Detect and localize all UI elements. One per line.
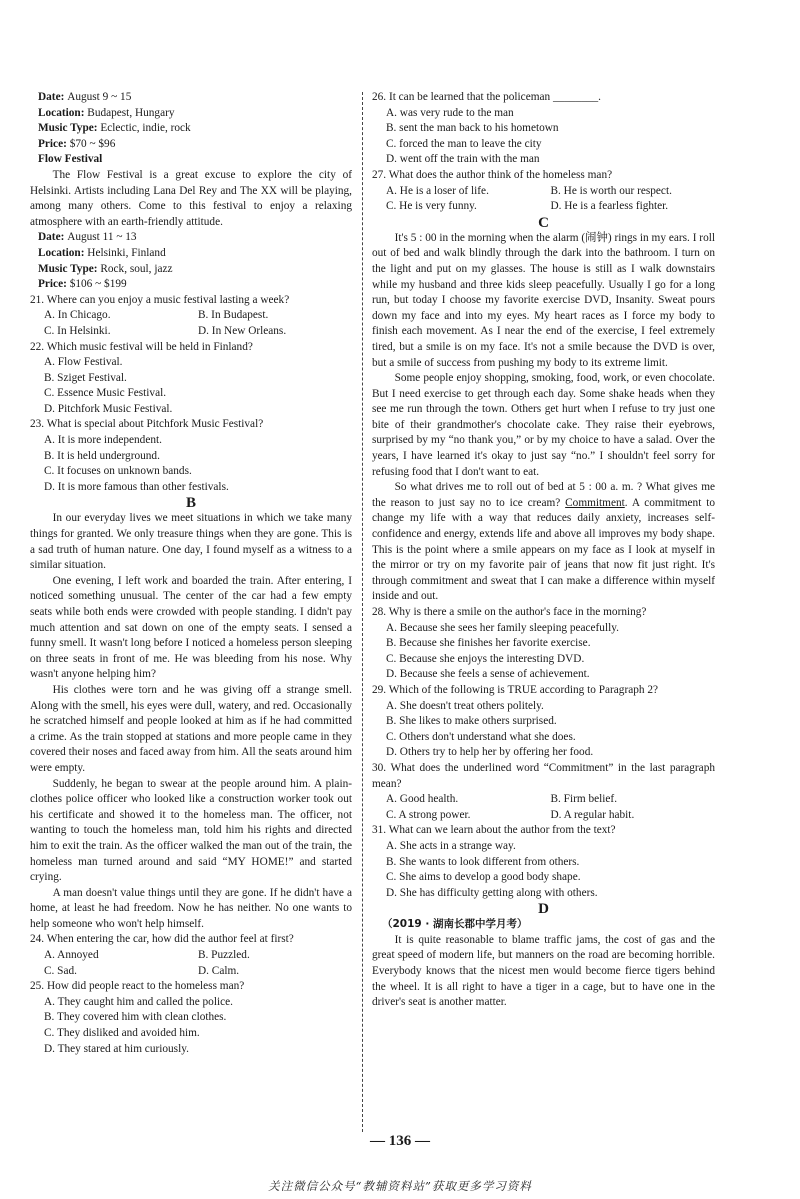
option-d: D. Pitchfork Music Festival. <box>44 402 173 415</box>
price-label: Price <box>38 278 64 291</box>
passage-d-source: （2019 · 湖南长郡中学月考） <box>382 918 528 931</box>
option-b: B. Firm belief. <box>550 793 618 806</box>
passage-b-paragraph-3: His clothes were torn and he was giving off a strange smell. Along with the smell, his eyes were dull, watery, and red. Occasionally he scratched himself and people looked at him as if he had committed a crime. As the train stopped at stations and more people came in they covered their noses and faced away from him. All the seats around him were empty. <box>30 683 352 774</box>
option-d: D. She has difficulty getting along with others. <box>386 886 598 899</box>
date-value: August 11 ~ 13 <box>67 231 137 244</box>
passage-c-paragraph-1: It's 5 : 00 in the morning when the alarm (闹钟) rings in my ears. I roll out of bed and walk blindly through the dark into the bathroom. I turn on the light and put on my glasses. The house is still as I walk downstairs while my husband and three kids sleep peacefully. Usually I go for a long run, but today I choose my favorite exercise DVD, Insanity. Sweat pours down my face and into my eyes. My heart races as I force my body to finish each movement. As I near the end of the exercise, I feel extremely tired, but a smile is on my face. It's not a smile because the DVD is over, but a smile of success from pushing my body to its extreme limit. <box>372 231 715 369</box>
flow-info: Date: August 11 ~ 13 Location: Helsinki, Finland Music Type: Rock, soul, jazz Price: $106 ~ $199 <box>38 231 173 291</box>
location-label: Location <box>38 106 81 119</box>
option-a: A. Annoyed <box>44 949 99 962</box>
price-value: $70 ~ $96 <box>69 137 116 150</box>
option-d: D. Others try to help her by offering her food. <box>386 746 594 759</box>
left-column <box>30 90 352 1057</box>
flow-festival-description: The Flow Festival is a great excuse to explore the city of Helsinki. Artists including Lana Del Rey and The XX will be playing, among many others. Come to this festival to enjoy a relaxing atmosphere with an earth-friendly attitude. <box>30 168 352 228</box>
option-a: A. It is more independent. <box>44 434 162 447</box>
question-stem: 23. What is special about Pitchfork Music Festival? <box>30 418 264 431</box>
option-b: B. sent the man back to his hometown <box>386 122 559 135</box>
option-c: C. He is very funny. <box>386 200 477 213</box>
date-label: Date <box>38 91 61 103</box>
option-b: B. In Budapest. <box>198 309 269 322</box>
question-26 <box>372 90 715 168</box>
date-value: August 9 ~ 15 <box>67 91 132 103</box>
option-a: A. Because she sees her family sleeping peacefully. <box>386 621 619 634</box>
option-d: D. went off the train with the man <box>386 153 540 166</box>
question-stem: 22. Which music festival will be held in Finland? <box>30 340 253 353</box>
question-22 <box>30 340 352 418</box>
option-a: A. Good health. <box>386 793 459 806</box>
question-stem: 31. What can we learn about the author from the text? <box>372 824 616 837</box>
option-b: B. She likes to make others surprised. <box>386 715 557 728</box>
option-b: B. Puzzled. <box>198 949 250 962</box>
question-28 <box>372 605 715 683</box>
option-d: D. Calm. <box>198 964 240 977</box>
passage-c-paragraph-2: Some people enjoy shopping, smoking, food, work, or even chocolate. But I need exercise to get through each day. Some shake heads when they see me run through the town. Others get hurt when I refuse to try just one bite of their grandmother's chocolate cake. They raise their eyebrows, surprised by my “no thank you,” or by my choice to have a salad. Over the years, I have learned it's okay to just say “no.” I shouldn't feel sorry for refusing food that I don't want to eat. <box>372 372 715 478</box>
option-b: B. He is worth our respect. <box>550 184 672 197</box>
passage-b-paragraph-2: One evening, I left work and boarded the train. After entering, I noticed something unusual. The center of the car had a few empty seats while both ends were crowded with people standing. I didn't pay much attention and sat down on one of the empty seats. I sensed a funny smell. It wasn't long before I noticed a homeless person sleeping on three seats in front of me. He was bleeding from his nose. Why wasn't anyone helping him? <box>30 574 352 681</box>
option-b: B. Sziget Festival. <box>44 371 127 384</box>
option-c: C. In Helsinki. <box>44 324 111 337</box>
location-value: Budapest, Hungary <box>87 106 175 119</box>
option-d: D. Because she feels a sense of achievement. <box>386 668 590 681</box>
option-d: D. They stared at him curiously. <box>44 1042 189 1055</box>
option-c: C. She aims to develop a good body shape. <box>386 871 581 884</box>
passage-b-paragraph-1: In our everyday lives we meet situations in which we take many things for granted. We only treasure things when they are gone. This is a sad truth of human nature. One day, I found myself as a witness to a similar situation. <box>30 512 352 572</box>
pitchfork-info: Date: August 9 ~ 15 Location: Budapest, Hungary Music Type: Eclectic, indie, rock Price: $70 ~ $96 <box>38 91 191 150</box>
footer-note: 关注微信公众号“教辅资料站”获取更多学习资料 <box>268 1179 532 1193</box>
flow-festival-title: Flow Festival <box>38 153 103 166</box>
passage-b-paragraph-4: Suddenly, he began to swear at the people around him. A plain-clothes police officer who looked like a construction worker took out his certificate and showed it to the homeless man. The officer, not wanting to touch the homeless man, told him his rights and directed him to exit the train. As the officer walked the man out of the train, the homeless man turned around and said “MY HOME!” and started crying. <box>30 777 352 884</box>
question-23 <box>30 417 352 495</box>
passage-b-paragraph-5: A man doesn't value things until they are gone. If he didn't have a home, at least he had freedom. Now he has neither. No one wants to help someone who won't help himself. <box>30 886 352 930</box>
option-c: C. It focuses on unknown bands. <box>44 465 192 478</box>
option-c: C. Others don't understand what she does. <box>386 730 576 743</box>
option-b: B. They covered him with clean clothes. <box>44 1011 227 1024</box>
option-c: C. Essence Music Festival. <box>44 387 167 400</box>
option-b: B. She wants to look different from others. <box>386 855 580 868</box>
option-a: A. He is a loser of life. <box>386 184 489 197</box>
option-a: A. In Chicago. <box>44 309 111 322</box>
question-stem: 24. When entering the car, how did the author feel at first? <box>30 933 294 946</box>
section-c-heading: C <box>538 214 549 231</box>
option-b: B. It is held underground. <box>44 449 160 462</box>
section-d-heading: D <box>538 901 549 918</box>
question-stem: 26. It can be learned that the policeman ________. <box>372 91 601 103</box>
question-stem: 21. Where can you enjoy a music festival lasting a week? <box>30 293 290 306</box>
music-type-value: Rock, soul, jazz <box>100 262 173 275</box>
option-a: A. She acts in a strange way. <box>386 839 516 852</box>
option-d: D. It is more famous than other festivals. <box>44 480 229 493</box>
question-30 <box>372 761 715 823</box>
option-a: A. She doesn't treat others politely. <box>386 699 544 712</box>
question-31 <box>372 823 715 901</box>
option-a: A. They caught him and called the police. <box>44 995 233 1008</box>
question-stem: 25. How did people react to the homeless man? <box>30 980 245 993</box>
column-divider <box>362 92 363 1132</box>
question-stem: 27. What does the author think of the homeless man? <box>372 168 613 181</box>
music-type-label: Music Type <box>38 122 94 135</box>
paragraph-text: So what drives me to roll out of bed at 5 : 00 a. m. ? What gives me the reason to just say no to ice cream? <box>372 481 715 509</box>
section-b-heading: B <box>185 495 196 512</box>
option-c: C. They disliked and avoided him. <box>44 1027 200 1040</box>
passage-c-paragraph-3 <box>372 480 715 605</box>
passage-d-paragraph-1: It is quite reasonable to blame traffic jams, the cost of gas and the great speed of modern life, but manners on the road are becoming horrible. Everybody knows that the nicest men would become fierce tigers behind the wheel. It is all right to have a tiger in a cage, but to have one in the driver's seat is another matter. <box>372 933 715 1009</box>
price-label: Price <box>38 137 64 150</box>
location-value: Helsinki, Finland <box>87 246 166 259</box>
question-24 <box>30 932 352 979</box>
option-d: D. In New Orleans. <box>198 324 287 337</box>
option-c: C. forced the man to leave the city <box>386 137 542 150</box>
option-d: D. A regular habit. <box>550 808 635 821</box>
location-label: Location <box>38 246 81 259</box>
question-29 <box>372 683 715 761</box>
option-b: B. Because she finishes her favorite exercise. <box>386 637 591 650</box>
option-c: C. Sad. <box>44 964 77 977</box>
question-stem: 30. What does the underlined word “Commitment” in the last paragraph mean? <box>372 761 715 790</box>
question-21 <box>30 293 352 340</box>
music-type-value: Eclectic, indie, rock <box>100 122 191 135</box>
question-stem: 29. Which of the following is TRUE according to Paragraph 2? <box>372 683 659 696</box>
date-label: Date <box>38 231 61 244</box>
page-number: — 136 — <box>370 1133 430 1149</box>
underlined-word: Commitment <box>565 496 625 509</box>
option-d: D. He is a fearless fighter. <box>550 200 669 213</box>
question-stem: 28. Why is there a smile on the author's face in the morning? <box>372 606 647 618</box>
music-type-label: Music Type <box>38 262 94 275</box>
question-25 <box>30 979 352 1057</box>
option-c: C. Because she enjoys the interesting DVD. <box>386 652 585 665</box>
paragraph-text: . A commitment to change my life with a way that reduces daily anxiety, increases self-confidence and energy, extends life and above all improves my body shape. This is the point where a smile appears on my face as I look at myself in the mirror or try on my favorite pair of jeans that now fit just right. It's through commitment and sweat that I can make a difference within myself inside and out. <box>372 496 715 603</box>
question-27 <box>372 168 715 215</box>
price-value: $106 ~ $199 <box>69 278 127 291</box>
right-column <box>372 90 715 1011</box>
option-a: A. was very rude to the man <box>386 106 514 119</box>
option-a: A. Flow Festival. <box>44 356 123 369</box>
option-c: C. A strong power. <box>386 808 471 821</box>
